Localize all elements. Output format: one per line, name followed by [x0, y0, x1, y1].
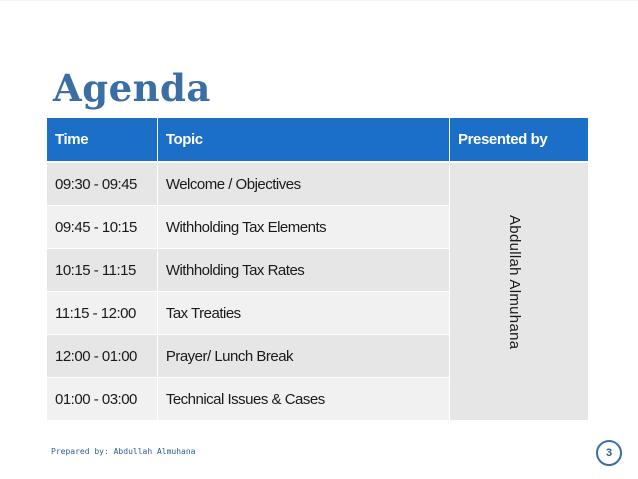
- header-time: Time: [47, 118, 157, 162]
- row-topic: Withholding Tax Elements: [157, 206, 449, 249]
- presenter-cell: [449, 162, 588, 421]
- top-bar: [0, 0, 638, 30]
- header-presented-by: Presented by: [449, 118, 588, 162]
- row-time: 11:15 - 12:00: [47, 292, 157, 335]
- row-time: 09:30 - 09:45: [47, 162, 157, 206]
- row-topic: Withholding Tax Rates: [157, 249, 449, 292]
- header-topic: Topic: [157, 118, 449, 162]
- row-topic: Tax Treaties: [157, 292, 449, 335]
- row-time: 12:00 - 01:00: [47, 335, 157, 378]
- agenda-table: [47, 118, 588, 421]
- row-time: 01:00 - 03:00: [47, 378, 157, 421]
- row-topic: Technical Issues & Cases: [157, 378, 449, 421]
- row-topic: Welcome / Objectives: [157, 162, 449, 206]
- table-header-row: [47, 118, 588, 162]
- footer-prepared-by: Prepared by: Abdullah Almuhana: [51, 447, 196, 456]
- row-time: 09:45 - 10:15: [47, 206, 157, 249]
- page-number-badge: 3: [596, 440, 622, 466]
- presenter-name: Abdullah Almuhana: [505, 215, 523, 350]
- slide-title: Agenda: [53, 66, 211, 110]
- table-row: [47, 162, 588, 206]
- row-time: 10:15 - 11:15: [47, 249, 157, 292]
- row-topic: Prayer/ Lunch Break: [157, 335, 449, 378]
